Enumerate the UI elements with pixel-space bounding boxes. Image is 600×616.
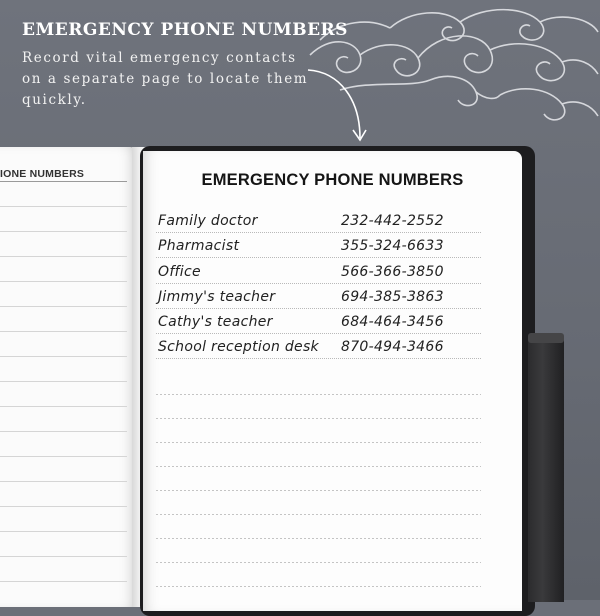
contact-number: 355-324-6633 [341, 238, 444, 255]
contacts-list [156, 208, 481, 359]
subcopy: Record vital emergency contacts on a separate page to locate them quickly. [22, 50, 309, 108]
contact-number: 694-385-3863 [341, 288, 444, 305]
left-page-title: IONE NUMBERS [0, 168, 85, 180]
list-item [156, 233, 481, 258]
page-title: EMERGENCY PHONE NUMBERS [201, 171, 464, 189]
contact-name: Office [158, 263, 201, 280]
contact-name: School reception desk [158, 339, 319, 356]
list-item [156, 309, 481, 334]
curved-arrow-icon [300, 60, 380, 150]
contact-number: 684-464-3456 [341, 313, 444, 330]
strap-band [528, 333, 564, 343]
contact-name: Pharmacist [158, 238, 240, 255]
list-item [156, 334, 481, 359]
elastic-strap [528, 334, 564, 602]
contact-number: 566-366-3850 [341, 263, 444, 280]
list-item [156, 208, 481, 233]
list-item [156, 284, 481, 309]
list-item [156, 258, 481, 283]
contact-name: Jimmy's teacher [158, 288, 276, 305]
left-page-lines [0, 181, 127, 602]
blank-entry-lines [156, 371, 481, 601]
contact-name: Cathy's teacher [158, 313, 273, 330]
headline: EMERGENCY PHONE NUMBERS [22, 20, 348, 40]
contact-name: Family doctor [158, 213, 258, 230]
contact-number: 870-494-3466 [341, 339, 444, 356]
contact-number: 232-442-2552 [341, 213, 444, 230]
